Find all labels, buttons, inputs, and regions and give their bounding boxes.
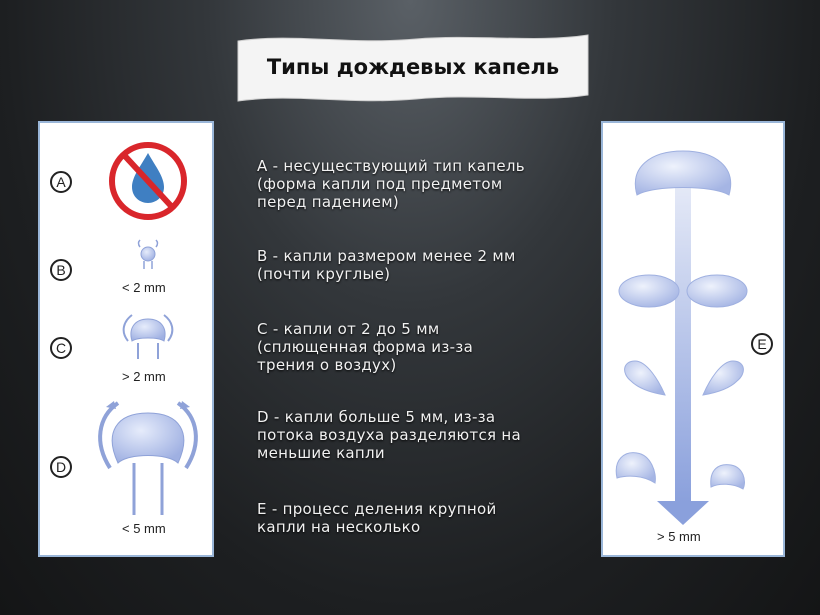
drop-bottom-left (616, 453, 655, 483)
small-drop-icon (139, 240, 158, 269)
prohibited-drop-icon (112, 145, 184, 217)
arrow-icon (657, 173, 709, 525)
page-title: Типы дождевых капель (266, 55, 560, 79)
desc-line: D - капли больше 5 мм, из-за (257, 408, 496, 426)
raindrop-types-panel (38, 121, 214, 557)
description-c (257, 320, 587, 374)
desc-line: потока воздуха разделяются на (257, 426, 521, 444)
desc-line: (сплющенная форма из-за (257, 338, 474, 356)
drop-bottom-right (711, 465, 745, 489)
desc-line: меньшие капли (257, 444, 385, 462)
description-a (257, 157, 587, 211)
title-banner (236, 33, 590, 107)
desc-line: капли на несколько (257, 518, 421, 536)
desc-line: (почти круглые) (257, 265, 391, 283)
large-drop-icon (100, 401, 196, 515)
description-e (257, 500, 587, 536)
desc-line: (форма капли под предметом (257, 175, 503, 193)
size-b: < 2 mm (122, 280, 166, 295)
label-d: D (50, 456, 72, 478)
desc-line: A - несуществующий тип капель (257, 157, 525, 175)
label-e: E (751, 333, 773, 355)
drop-pair-left (619, 275, 679, 307)
flattened-drop-icon (124, 315, 173, 359)
drop-splitting-panel (601, 121, 785, 557)
size-e: > 5 mm (657, 529, 701, 544)
desc-line: C - капли от 2 до 5 мм (257, 320, 440, 338)
drop-tear-left (625, 361, 665, 395)
description-b (257, 247, 587, 283)
label-b: B (50, 259, 72, 281)
label-a: A (50, 171, 72, 193)
desc-line: B - капли размером менее 2 мм (257, 247, 516, 265)
desc-line: перед падением) (257, 193, 399, 211)
description-d (257, 408, 587, 462)
size-c: > 2 mm (122, 369, 166, 384)
desc-line: трения о воздух) (257, 356, 397, 374)
size-d: < 5 mm (122, 521, 166, 536)
label-c: C (50, 337, 72, 359)
drop-pair-right (687, 275, 747, 307)
drop-tear-right (703, 361, 743, 395)
desc-line: E - процесс деления крупной (257, 500, 497, 518)
